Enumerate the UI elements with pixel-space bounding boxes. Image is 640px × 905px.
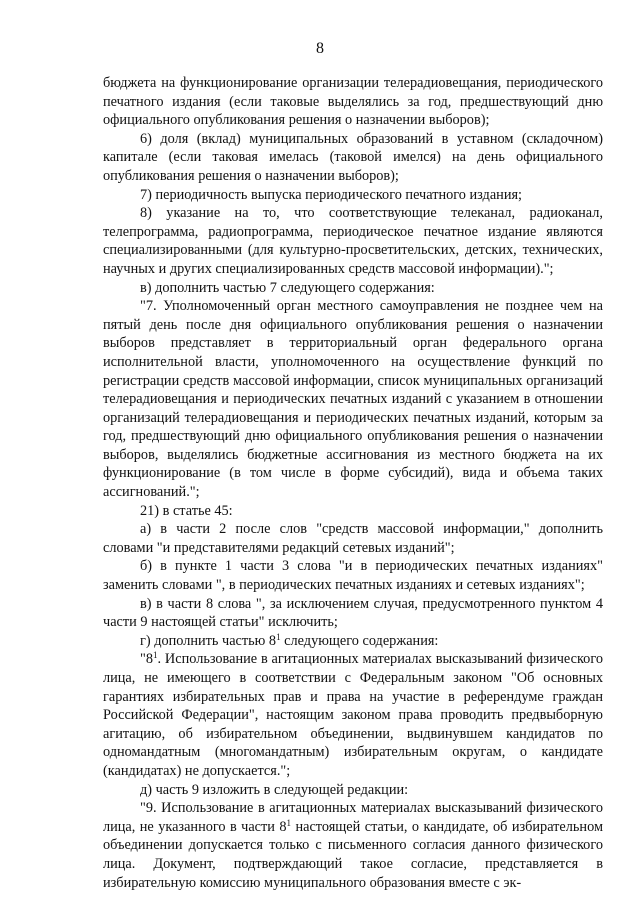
paragraph-text: а) в части 2 после слов "средств массовой информации," дополнить словами "и представителями редакций сетевых изданий"; bbox=[103, 521, 603, 556]
paragraph bbox=[103, 650, 603, 780]
paragraph bbox=[103, 186, 603, 205]
paragraph-text: б) в пункте 1 части 3 слова "и в периодических печатных изданиях" заменить словами ", в периодических печатных изданиях и сетевых изданиях"; bbox=[103, 558, 603, 594]
paragraph bbox=[103, 130, 603, 186]
paragraph-text: в) в части 8 слова ", за исключением случая, предусмотренного пунктом 4 части 9 настоящей статьи" исключить; bbox=[103, 595, 603, 631]
paragraph bbox=[103, 520, 603, 557]
paragraph bbox=[103, 297, 603, 502]
document-body bbox=[103, 74, 603, 892]
paragraph bbox=[103, 502, 603, 521]
paragraph-text: "9. Использование в агитационных материалах высказываний физического лица, не указанного в части 8 bbox=[103, 800, 603, 835]
superscript: 1 bbox=[153, 650, 158, 661]
superscript: 1 bbox=[286, 817, 292, 828]
paragraph bbox=[103, 204, 603, 278]
paragraph-text: 6) доля (вклад) муниципальных образований в уставном (складочном) капитале (если таковая имелась (таковой имелся) на день официального опубликования решения о назначении выборов); bbox=[103, 130, 603, 184]
paragraph bbox=[103, 595, 603, 632]
paragraph-text: "8 bbox=[140, 651, 153, 668]
paragraph-text: г) дополнить частью 8 bbox=[140, 632, 277, 649]
paragraph bbox=[103, 781, 603, 800]
paragraph bbox=[103, 799, 603, 892]
paragraph bbox=[103, 632, 603, 651]
paragraph-text: бюджета на функционирование организации телерадиовещания, периодического печатного издания (если таковые выделялись за год, предшествующий дню официального опубликования решения о назначении выборов); bbox=[103, 75, 603, 129]
superscript: 1 bbox=[276, 631, 281, 642]
paragraph-text: 7) периодичность выпуска периодического печатного издания; bbox=[140, 186, 523, 203]
paragraph-text: "7. Уполномоченный орган местного самоуправления не позднее чем на пятый день после дня официального опубликования решения о назначении выборов представляет в территориальный орган федерального органа исполнительной власти, уполномоченного на осуществление функций по регистрации средств массовой информации, список муниципальных организаций телерадиовещания и периодических печатных изданий с указанием в отношении организаций телерадиовещания и периодических печатных изданий, которым за год, предшествующий дню официального опубликования решения о назначении выборов, выделялись бюджетные ассигнования из местного бюджета на их функционирование (в том числе в форме субсидий), вида и объема таких ассигнований."; bbox=[103, 298, 603, 501]
paragraph-text: . Использование в агитационных материалах высказываний физического лица, не имеющего в соответствии с Федеральным законом "Об основных гарантиях избирательных прав и права на участие в референдуме граждан Российской Федерации", настоящим законом права проводить предвыборную агитацию, об избирательном объединении, выдвинувшем кандидатов по одномандатным (многомандатным) избирательным округам, о кандидате (кандидатах) не допускается."; bbox=[103, 651, 603, 779]
page-number: 8 bbox=[316, 40, 324, 57]
paragraph-text: настоящей статьи, о кандидате, об избирательном объединении допускается только с письменного согласия данного физического лица. Документ, подтверждающий такое согласие, представляется в избирательную комиссию муниципального образования вместе с эк- bbox=[103, 818, 603, 891]
paragraph bbox=[103, 557, 603, 594]
paragraph-text: в) дополнить частью 7 следующего содержания: bbox=[140, 279, 435, 296]
paragraph-text: 8) указание на то, что соответствующие телеканал, радиоканал, телепрограмма, радиопрограмма, периодическое печатное издание являются специализированными (для культурно-просветительских, детских, технических, научных и других специализированных средств массовой информации)."; bbox=[103, 205, 603, 277]
paragraph-text: д) часть 9 изложить в следующей редакции: bbox=[140, 781, 409, 798]
paragraph-text: следующего содержания: bbox=[280, 632, 439, 649]
paragraph bbox=[103, 74, 603, 130]
paragraph-text: 21) в статье 45: bbox=[140, 502, 233, 519]
paragraph bbox=[103, 279, 603, 298]
